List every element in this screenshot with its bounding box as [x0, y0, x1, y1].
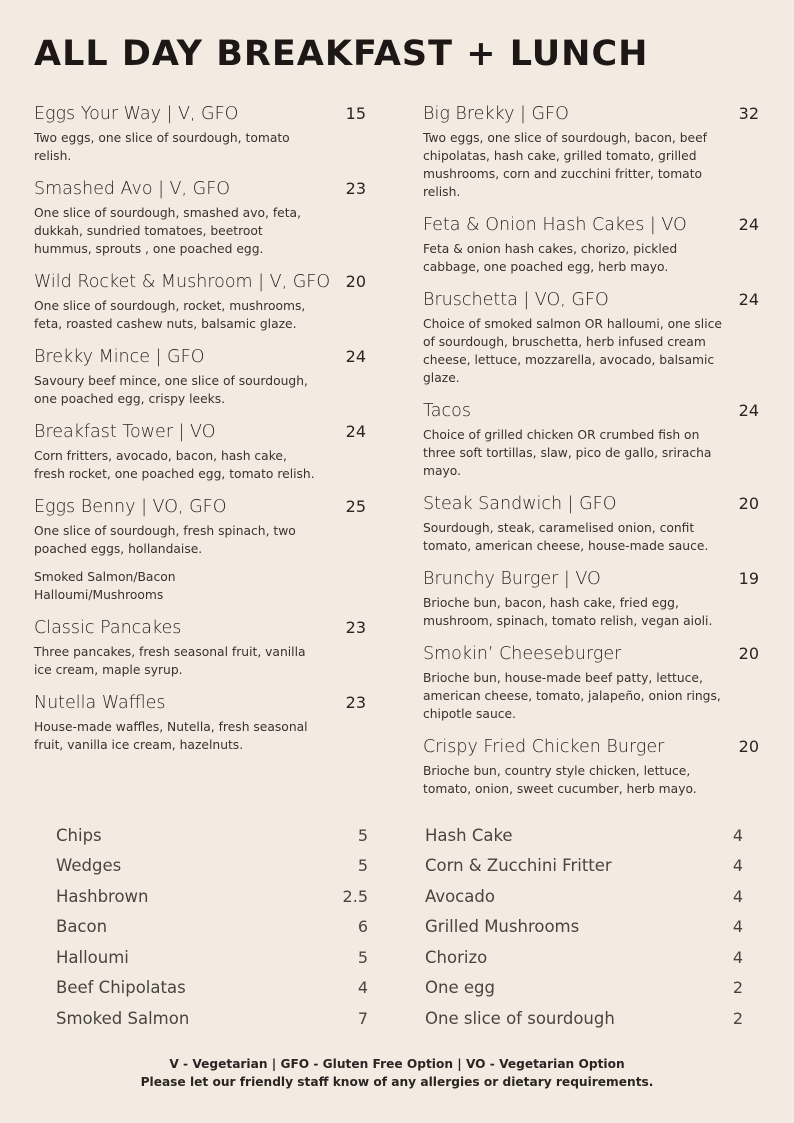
item-price: 25: [345, 497, 366, 516]
item-name: Smokin’ Cheeseburger: [423, 644, 622, 664]
side-item: [56, 851, 368, 882]
side-item: [425, 973, 743, 1004]
menu-item: [34, 347, 370, 408]
item-price: 15: [345, 104, 366, 123]
side-price: 2: [732, 1008, 743, 1028]
side-item: [56, 881, 368, 912]
side-item: [425, 942, 743, 973]
menu-item: [423, 401, 763, 480]
item-name: Nutella Waffles: [34, 693, 166, 713]
menu-item: [34, 272, 370, 333]
side-name: Halloumi: [56, 947, 129, 967]
side-name: Grilled Mushrooms: [425, 917, 580, 937]
item-price: 19: [738, 569, 759, 588]
item-add-ons: Smoked Salmon/Bacon Halloumi/Mushrooms: [34, 570, 176, 602]
side-item: [425, 1003, 743, 1034]
item-description: Corn fritters, avocado, bacon, hash cake, fresh rocket, one poached egg, tomato relish.: [34, 449, 315, 481]
item-price: 32: [738, 104, 759, 123]
sides-list-left: [56, 820, 368, 1034]
side-name: Avocado: [425, 886, 495, 906]
menu-item: [34, 422, 370, 483]
side-price: 7: [357, 1008, 368, 1028]
side-item: [425, 912, 743, 943]
menu-item: [423, 644, 763, 723]
item-description: Three pancakes, fresh seasonal fruit, vanilla ice cream, maple syrup.: [34, 645, 306, 677]
side-name: One slice of sourdough: [425, 1008, 615, 1028]
item-description: Two eggs, one slice of sourdough, bacon, beef chipolatas, hash cake, grilled tomato, grilled mushrooms, corn and zucchini fritter, tomato relish.: [423, 131, 707, 199]
side-price: 4: [732, 917, 743, 937]
side-name: Chips: [56, 825, 102, 845]
item-price: 23: [345, 618, 366, 637]
item-name: Brunchy Burger | VO: [423, 569, 601, 589]
side-price: 5: [357, 825, 368, 845]
item-description: One slice of sourdough, smashed avo, feta, dukkah, sundried tomatoes, beetroot hummus, sprouts , one poached egg.: [34, 206, 302, 256]
side-item: [425, 820, 743, 851]
menu-title: ALL DAY BREAKFAST + LUNCH: [34, 34, 649, 74]
menu-item: [34, 693, 370, 754]
item-description: Brioche bun, country style chicken, lettuce, tomato, onion, sweet cucumber, herb mayo.: [423, 764, 697, 796]
item-description: One slice of sourdough, rocket, mushrooms, feta, roasted cashew nuts, balsamic glaze.: [34, 299, 306, 331]
menu-item: [423, 215, 763, 276]
side-price: 4: [732, 825, 743, 845]
item-description: House-made waffles, Nutella, fresh seasonal fruit, vanilla ice cream, hazelnuts.: [34, 720, 308, 752]
item-name: Feta & Onion Hash Cakes | VO: [423, 215, 687, 235]
menu-item: [423, 290, 763, 387]
menu-item: [34, 618, 370, 679]
side-price: 5: [357, 947, 368, 967]
side-name: Hashbrown: [56, 886, 149, 906]
item-description: Brioche bun, bacon, hash cake, fried egg, mushroom, spinach, tomato relish, vegan aioli.: [423, 596, 713, 628]
item-description: Savoury beef mince, one slice of sourdough, one poached egg, crispy leeks.: [34, 374, 308, 406]
side-name: Smoked Salmon: [56, 1008, 190, 1028]
item-description: One slice of sourdough, fresh spinach, two poached eggs, hollandaise.: [34, 524, 296, 556]
side-price: 4: [357, 978, 368, 998]
side-item: [425, 851, 743, 882]
item-description: Two eggs, one slice of sourdough, tomato relish.: [34, 131, 290, 163]
sides-list-right: [425, 820, 743, 1034]
item-name: Eggs Benny | VO, GFO: [34, 497, 227, 517]
allergy-note: Please let our friendly staff know of any allergies or dietary requirements.: [140, 1075, 654, 1089]
dietary-legend: V - Vegetarian | GFO - Gluten Free Option | VO - Vegetarian Option: [169, 1057, 625, 1071]
side-price: 6: [357, 917, 368, 937]
item-price: 20: [738, 494, 759, 513]
item-price: 24: [345, 422, 366, 441]
item-description: Choice of smoked salmon OR halloumi, one slice of sourdough, bruschetta, herb infused cream cheese, lettuce, mozzarella, avocado, balsamic glaze.: [423, 317, 722, 385]
menu-footer: [0, 1055, 794, 1091]
side-item: [56, 912, 368, 943]
item-name: Tacos: [423, 401, 471, 421]
side-name: One egg: [425, 978, 495, 998]
item-price: 20: [345, 272, 366, 291]
menu-item: [34, 497, 370, 604]
side-price: 5: [357, 856, 368, 876]
menu-item: [423, 737, 763, 798]
menu-item: [34, 104, 370, 165]
item-price: 23: [345, 693, 366, 712]
side-price: 4: [732, 856, 743, 876]
menu-item: [34, 179, 370, 258]
side-price: 4: [732, 947, 743, 967]
item-name: Classic Pancakes: [34, 618, 182, 638]
item-name: Big Brekky | GFO: [423, 104, 569, 124]
side-item: [56, 973, 368, 1004]
right-menu-column: [423, 104, 763, 812]
item-name: Eggs Your Way | V, GFO: [34, 104, 239, 124]
item-name: Smashed Avo | V, GFO: [34, 179, 231, 199]
side-name: Corn & Zucchini Fritter: [425, 856, 612, 876]
menu-item: [423, 104, 763, 201]
side-item: [56, 820, 368, 851]
item-description: Choice of grilled chicken OR crumbed fish on three soft tortillas, slaw, pico de gallo, sriracha mayo.: [423, 428, 712, 478]
side-name: Chorizo: [425, 947, 488, 967]
menu-item: [423, 569, 763, 630]
item-description: Sourdough, steak, caramelised onion, confit tomato, american cheese, house-made sauce.: [423, 521, 709, 553]
item-name: Crispy Fried Chicken Burger: [423, 737, 665, 757]
item-name: Steak Sandwich | GFO: [423, 494, 617, 514]
side-name: Wedges: [56, 856, 122, 876]
item-name: Breakfast Tower | VO: [34, 422, 216, 442]
item-price: 20: [738, 644, 759, 663]
item-price: 20: [738, 737, 759, 756]
item-price: 24: [738, 401, 759, 420]
side-item: [56, 942, 368, 973]
item-name: Wild Rocket & Mushroom | V, GFO: [34, 272, 331, 292]
side-name: Hash Cake: [425, 825, 513, 845]
item-price: 24: [345, 347, 366, 366]
side-price: 2.5: [342, 886, 368, 906]
side-name: Bacon: [56, 917, 108, 937]
menu-item: [423, 494, 763, 555]
item-name: Bruschetta | VO, GFO: [423, 290, 609, 310]
side-price: 4: [732, 886, 743, 906]
side-price: 2: [732, 978, 743, 998]
side-item: [56, 1003, 368, 1034]
item-price: 23: [345, 179, 366, 198]
item-description: Brioche bun, house-made beef patty, lettuce, american cheese, tomato, jalapeño, onion rings, chipotle sauce.: [423, 671, 721, 721]
item-name: Brekky Mince | GFO: [34, 347, 205, 367]
left-menu-column: [34, 104, 370, 768]
item-price: 24: [738, 215, 759, 234]
side-name: Beef Chipolatas: [56, 978, 186, 998]
side-item: [425, 881, 743, 912]
item-description: Feta & onion hash cakes, chorizo, pickled cabbage, one poached egg, herb mayo.: [423, 242, 678, 274]
item-price: 24: [738, 290, 759, 309]
